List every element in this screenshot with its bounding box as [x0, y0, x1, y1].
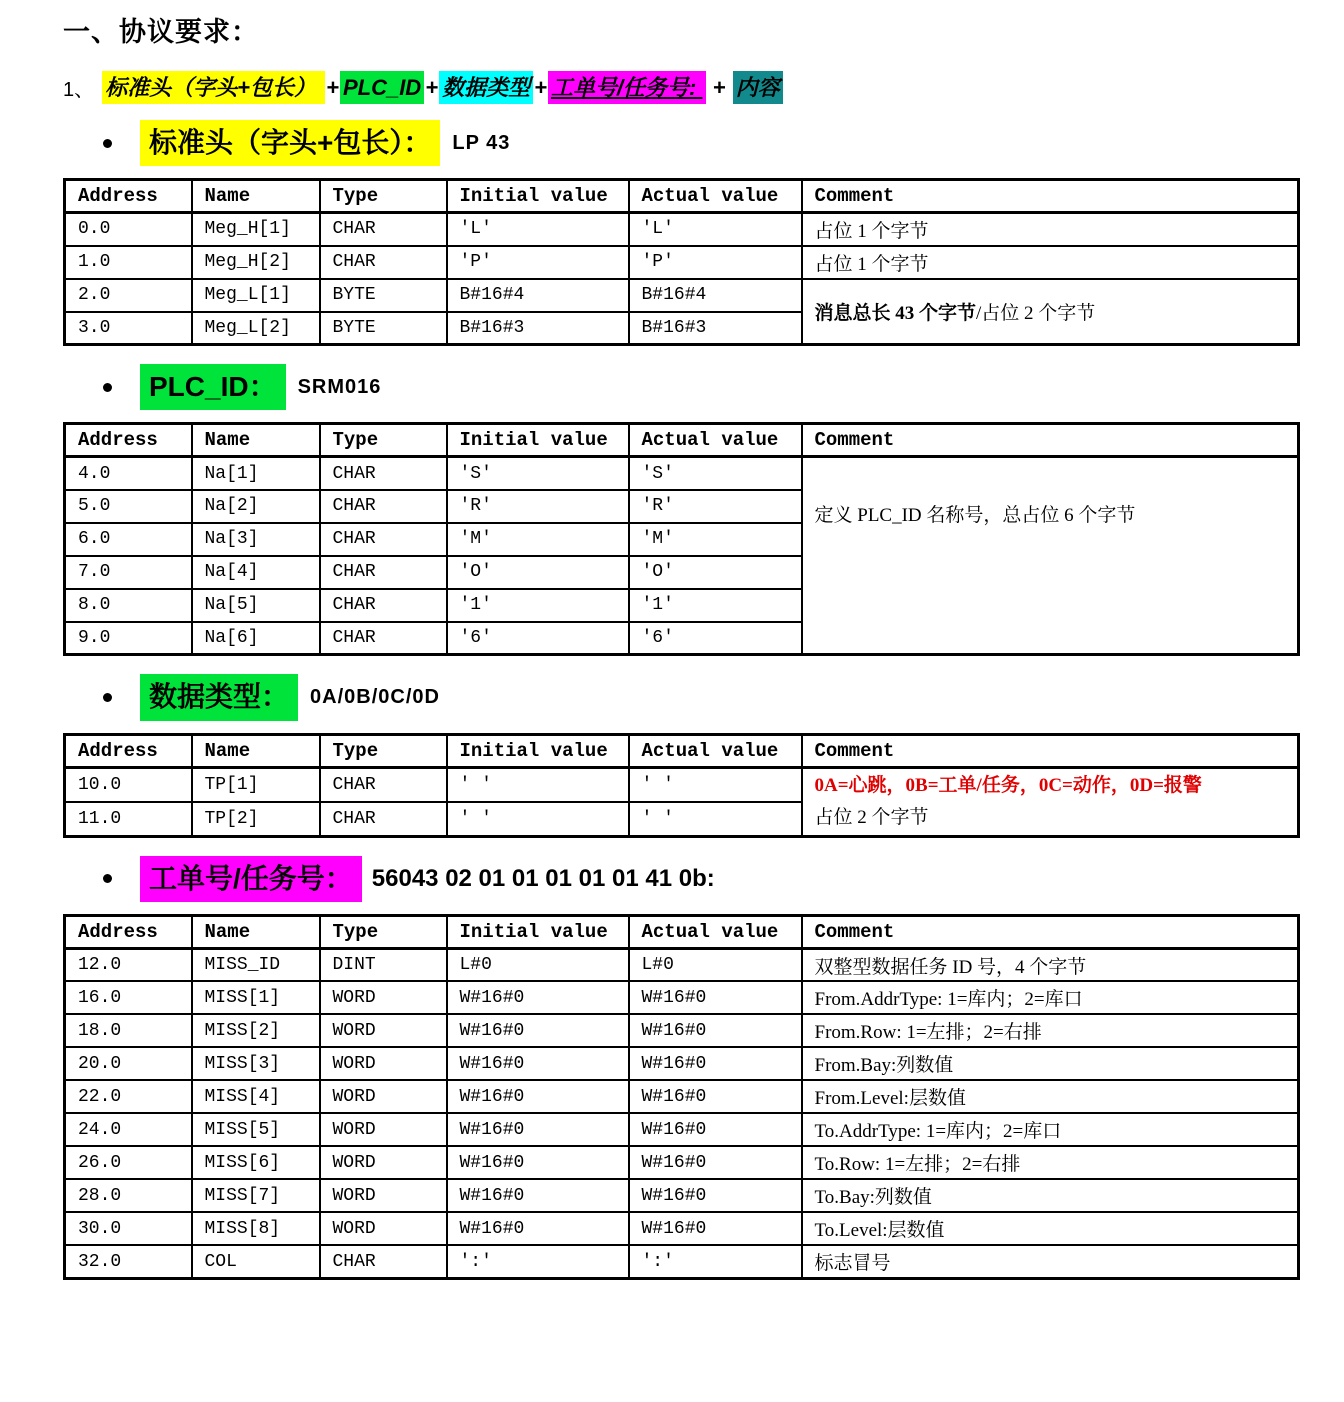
table-cell: Na[1]: [192, 457, 320, 490]
table-cell: 'P': [447, 246, 629, 279]
table-cell: 'M': [629, 523, 802, 556]
section-value-data-type: 0A/0B/0C/0D: [310, 685, 440, 708]
column-header: Address: [65, 180, 192, 213]
table-cell: 1.0: [65, 246, 192, 279]
formula-segment: 内容: [733, 71, 783, 104]
table-cell: B#16#4: [629, 279, 802, 312]
table-cell: Na[3]: [192, 523, 320, 556]
table-cell: Meg_L[2]: [192, 312, 320, 345]
table-cell: 6.0: [65, 523, 192, 556]
table-cell: WORD: [320, 1179, 447, 1212]
table-header-row: [65, 180, 1299, 213]
table-cell: From.Row: 1=左排；2=右排: [802, 1014, 1299, 1047]
plus-separator: +: [425, 74, 439, 100]
column-header: Comment: [802, 180, 1299, 213]
table-cell: MISS[7]: [192, 1179, 320, 1212]
table-cell: 'S': [447, 457, 629, 490]
column-header: Comment: [802, 915, 1299, 948]
table-cell: W#16#0: [447, 981, 629, 1014]
column-header: Address: [65, 915, 192, 948]
column-header: Name: [192, 424, 320, 457]
table-cell: TP[1]: [192, 767, 320, 802]
table-cell: W#16#0: [447, 1047, 629, 1080]
table-cell: ':': [447, 1245, 629, 1278]
table-cell: W#16#0: [447, 1014, 629, 1047]
table-cell: 18.0: [65, 1014, 192, 1047]
table-cell: 22.0: [65, 1080, 192, 1113]
table-cell: BYTE: [320, 312, 447, 345]
section-value-plc-id: SRM016: [297, 375, 382, 398]
table-row: [65, 1047, 1299, 1080]
table-row: [65, 457, 1299, 490]
table-cell: 'O': [629, 556, 802, 589]
table-cell: 占位 1 个字节: [802, 213, 1299, 246]
table-cell: '6': [629, 622, 802, 655]
table-cell: W#16#0: [447, 1179, 629, 1212]
table-cell: CHAR: [320, 523, 447, 556]
table-cell: WORD: [320, 1113, 447, 1146]
protocol-formula-segments: [102, 74, 782, 102]
column-header: Name: [192, 734, 320, 767]
section-label-data-type: 数据类型：: [140, 674, 298, 720]
table-cell: 'P': [629, 246, 802, 279]
column-header: Name: [192, 180, 320, 213]
table-cell: Meg_H[1]: [192, 213, 320, 246]
table-cell: 'L': [447, 213, 629, 246]
table-row: [65, 1179, 1299, 1212]
table-cell: W#16#0: [629, 1146, 802, 1179]
table-cell: CHAR: [320, 622, 447, 655]
table-cell: B#16#3: [447, 312, 629, 345]
table-cell: CHAR: [320, 802, 447, 837]
table-cell: 消息总长 43 个字节/占位 2 个字节: [802, 279, 1299, 345]
standard-header-table: [63, 178, 1300, 346]
table-cell: W#16#0: [629, 1179, 802, 1212]
plus-separator: +: [706, 74, 732, 100]
table-cell: 'O': [447, 556, 629, 589]
table-cell: 0.0: [65, 213, 192, 246]
table-cell: WORD: [320, 981, 447, 1014]
table-cell: 16.0: [65, 981, 192, 1014]
column-header: Initial value: [447, 734, 629, 767]
table-cell: 0A=心跳，0B=工单/任务，0C=动作，0D=报警 占位 2 个字节: [802, 767, 1299, 836]
table-row: [65, 767, 1299, 802]
table-cell: '6': [447, 622, 629, 655]
table-cell: COL: [192, 1245, 320, 1278]
table-cell: B#16#4: [447, 279, 629, 312]
table-row: [65, 1014, 1299, 1047]
table-cell: '1': [447, 589, 629, 622]
column-header: Actual value: [629, 180, 802, 213]
column-header: Type: [320, 424, 447, 457]
table-cell: 12.0: [65, 948, 192, 981]
formula-segment: 工单号/任务号:: [548, 71, 706, 104]
table-header-row: [65, 424, 1299, 457]
table-cell: 标志冒号: [802, 1245, 1299, 1278]
column-header: Comment: [802, 424, 1299, 457]
table-cell: CHAR: [320, 246, 447, 279]
table-cell: From.Level:层数值: [802, 1080, 1299, 1113]
table-cell: 4.0: [65, 457, 192, 490]
table-cell: 'R': [447, 490, 629, 523]
table-cell: 双整型数据任务 ID 号，4 个字节: [802, 948, 1299, 981]
table-row: [65, 213, 1299, 246]
table-cell: 11.0: [65, 802, 192, 837]
table-cell: 32.0: [65, 1245, 192, 1278]
table-cell: 'S': [629, 457, 802, 490]
table-cell: MISS[3]: [192, 1047, 320, 1080]
table-cell: W#16#0: [629, 981, 802, 1014]
table-cell: CHAR: [320, 213, 447, 246]
table-cell: W#16#0: [629, 1047, 802, 1080]
table-cell: MISS_ID: [192, 948, 320, 981]
column-header: Type: [320, 734, 447, 767]
protocol-formula-line: [63, 73, 1297, 102]
page-title: 一、协议要求：: [63, 17, 259, 47]
mission-table: [63, 914, 1300, 1280]
table-cell: 10.0: [65, 767, 192, 802]
column-header: Address: [65, 424, 192, 457]
table-cell: To.Bay:列数值: [802, 1179, 1299, 1212]
table-cell: L#0: [447, 948, 629, 981]
table-cell: MISS[6]: [192, 1146, 320, 1179]
table-row: [65, 279, 1299, 312]
section-label-standard-header: 标准头（字头+包长）：: [140, 120, 440, 166]
table-cell: Na[2]: [192, 490, 320, 523]
table-row: [65, 948, 1299, 981]
table-cell: CHAR: [320, 1245, 447, 1278]
table-cell: W#16#0: [447, 1113, 629, 1146]
section-value-mission: 56043 02 01 01 01 01 01 41 0b:: [371, 864, 715, 892]
table-cell: Meg_H[2]: [192, 246, 320, 279]
table-cell: To.Row: 1=左排；2=右排: [802, 1146, 1299, 1179]
table-cell: 'L': [629, 213, 802, 246]
table-cell: WORD: [320, 1014, 447, 1047]
table-cell: W#16#0: [447, 1146, 629, 1179]
formula-segment: 标准头（字头+包长）: [102, 71, 325, 104]
table-cell: TP[2]: [192, 802, 320, 837]
table-cell: WORD: [320, 1080, 447, 1113]
bullet-icon: [103, 874, 112, 883]
section-heading-mission: [63, 856, 1297, 902]
section-heading-plc-id: [63, 364, 1297, 410]
table-row: [65, 1245, 1299, 1278]
table-cell: MISS[4]: [192, 1080, 320, 1113]
column-header: Initial value: [447, 180, 629, 213]
table-cell: To.AddrType: 1=库内；2=库口: [802, 1113, 1299, 1146]
column-header: Type: [320, 915, 447, 948]
data-type-table: [63, 733, 1300, 838]
table-cell: MISS[2]: [192, 1014, 320, 1047]
table-cell: CHAR: [320, 490, 447, 523]
table-cell: ' ': [447, 767, 629, 802]
table-cell: 3.0: [65, 312, 192, 345]
table-cell: W#16#0: [629, 1113, 802, 1146]
list-number: 1、: [63, 79, 95, 101]
table-cell: 30.0: [65, 1212, 192, 1245]
table-cell: Na[6]: [192, 622, 320, 655]
table-cell: 5.0: [65, 490, 192, 523]
column-header: Address: [65, 734, 192, 767]
column-header: Actual value: [629, 734, 802, 767]
bullet-icon: [103, 693, 112, 702]
table-row: [65, 246, 1299, 279]
section-heading-data-type: [63, 674, 1297, 720]
table-cell: WORD: [320, 1212, 447, 1245]
table-cell: From.AddrType: 1=库内；2=库口: [802, 981, 1299, 1014]
table-cell: 20.0: [65, 1047, 192, 1080]
table-cell: MISS[5]: [192, 1113, 320, 1146]
table-cell: WORD: [320, 1047, 447, 1080]
table-cell: ' ': [447, 802, 629, 837]
column-header: Actual value: [629, 915, 802, 948]
table-header-row: [65, 915, 1299, 948]
section-value-standard-header: LP 43: [452, 131, 511, 154]
table-cell: DINT: [320, 948, 447, 981]
bullet-icon: [103, 383, 112, 392]
column-header: Initial value: [447, 424, 629, 457]
column-header: Comment: [802, 734, 1299, 767]
table-cell: W#16#0: [629, 1014, 802, 1047]
table-row: [65, 1113, 1299, 1146]
table-cell: CHAR: [320, 767, 447, 802]
section-label-mission: 工单号/任务号：: [140, 856, 362, 902]
table-cell: CHAR: [320, 589, 447, 622]
table-header-row: [65, 734, 1299, 767]
table-cell: 'R': [629, 490, 802, 523]
plus-separator: +: [326, 74, 339, 100]
plus-separator: +: [534, 74, 547, 100]
table-row: [65, 1146, 1299, 1179]
section-label-plc-id: PLC_ID：: [140, 364, 286, 410]
table-cell: 28.0: [65, 1179, 192, 1212]
table-cell: ' ': [629, 767, 802, 802]
table-cell: W#16#0: [447, 1080, 629, 1113]
table-cell: 24.0: [65, 1113, 192, 1146]
table-cell: CHAR: [320, 556, 447, 589]
table-cell: 26.0: [65, 1146, 192, 1179]
column-header: Name: [192, 915, 320, 948]
plc-id-table: [63, 422, 1300, 656]
table-cell: WORD: [320, 1146, 447, 1179]
table-cell: B#16#3: [629, 312, 802, 345]
table-cell: To.Level:层数值: [802, 1212, 1299, 1245]
table-row: [65, 981, 1299, 1014]
table-cell: ':': [629, 1245, 802, 1278]
table-cell: W#16#0: [447, 1212, 629, 1245]
table-cell: Na[4]: [192, 556, 320, 589]
section-heading-standard-header: [63, 120, 1297, 166]
bullet-icon: [103, 139, 112, 148]
column-header: Actual value: [629, 424, 802, 457]
table-cell: 定义 PLC_ID 名称号，总占位 6 个字节: [802, 457, 1299, 655]
column-header: Initial value: [447, 915, 629, 948]
table-cell: W#16#0: [629, 1212, 802, 1245]
table-cell: 8.0: [65, 589, 192, 622]
table-cell: MISS[1]: [192, 981, 320, 1014]
table-cell: MISS[8]: [192, 1212, 320, 1245]
table-cell: L#0: [629, 948, 802, 981]
table-cell: 'M': [447, 523, 629, 556]
table-cell: '1': [629, 589, 802, 622]
column-header: Type: [320, 180, 447, 213]
table-row: [65, 1080, 1299, 1113]
formula-segment: 数据类型: [439, 71, 533, 104]
table-cell: ' ': [629, 802, 802, 837]
table-cell: W#16#0: [629, 1080, 802, 1113]
formula-segment: PLC_ID: [340, 71, 424, 104]
table-cell: Meg_L[1]: [192, 279, 320, 312]
table-cell: 7.0: [65, 556, 192, 589]
table-cell: 占位 1 个字节: [802, 246, 1299, 279]
table-row: [65, 1212, 1299, 1245]
table-cell: BYTE: [320, 279, 447, 312]
table-cell: CHAR: [320, 457, 447, 490]
table-cell: 9.0: [65, 622, 192, 655]
table-cell: 2.0: [65, 279, 192, 312]
table-cell: Na[5]: [192, 589, 320, 622]
table-cell: From.Bay:列数值: [802, 1047, 1299, 1080]
